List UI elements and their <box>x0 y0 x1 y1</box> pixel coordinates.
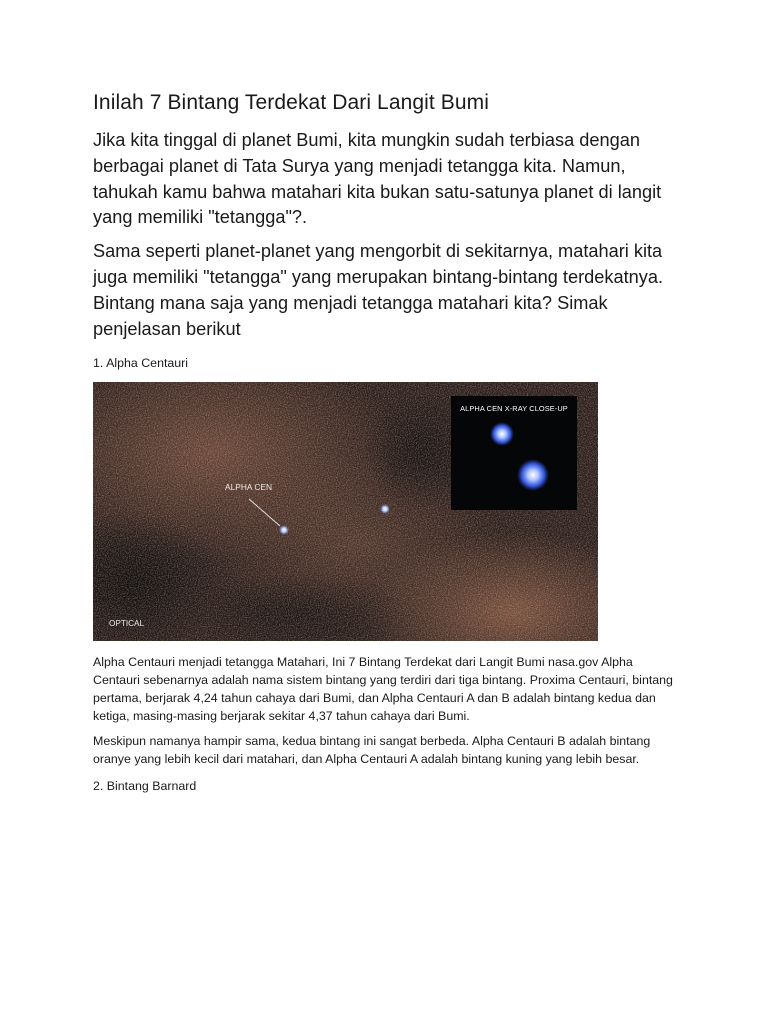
intro-paragraph-1: Jika kita tinggal di planet Bumi, kita mungkin sudah terbiasa dengan berbagai planet di Tata Surya yang menjadi tetangga kita. Namun, tahukah kamu bahwa matahari kita bukan satu-satunya planet di langit yang memiliki "tetangga"?. <box>93 130 662 228</box>
bright-blue-star <box>380 504 390 514</box>
xray-stars <box>451 396 577 510</box>
optical-label: OPTICAL <box>109 619 145 629</box>
alpha-cen-label: ALPHA CEN <box>225 482 273 493</box>
xray-inset <box>451 396 577 510</box>
page-title: Inilah 7 Bintang Terdekat Dari Langit Bumi <box>93 91 490 114</box>
alpha-cen-star <box>279 525 289 535</box>
section-heading-barnard: 2. Bintang Barnard <box>93 779 197 794</box>
alpha-centauri-paragraph-2: Meskipun namanya hampir sama, kedua bintang ini sangat berbeda. Alpha Centauri B adalah bintang oranye yang lebih kecil dari matahari, dan Alpha Centauri A adalah bintang kuning yang lebih besar. <box>93 734 651 767</box>
alpha-centauri-image <box>93 382 598 641</box>
xray-star-a <box>517 459 549 491</box>
alpha-centauri-paragraph-1: Alpha Centauri menjadi tetangga Matahari, Ini 7 Bintang Terdekat dari Langit Bumi nasa.gov Alpha Centauri sebenarnya adalah nama sistem bintang yang terdiri dari tiga bintang. Proxima Centauri, bintang pertama, berjarak 4,24 tahun cahaya dari Bumi, dan Alpha Centauri A dan B adalah bintang kedua dan ketiga, masing-masing berjarak sekitar 4,37 tahun cahaya dari Bumi. <box>93 655 673 724</box>
document-page <box>93 88 683 805</box>
section-heading-alpha-centauri: 1. Alpha Centauri <box>93 356 189 371</box>
intro-paragraph-2: Sama seperti planet-planet yang mengorbit di sekitarnya, matahari kita juga memiliki "tetangga" yang merupakan bintang-bintang terdekatnya. Bintang mana saja yang menjadi tetangga matahari kita? Simak penjelasan berikut <box>93 241 664 339</box>
inset-label: ALPHA CEN X-RAY CLOSE-UP <box>460 404 568 414</box>
xray-star-b <box>490 422 514 446</box>
